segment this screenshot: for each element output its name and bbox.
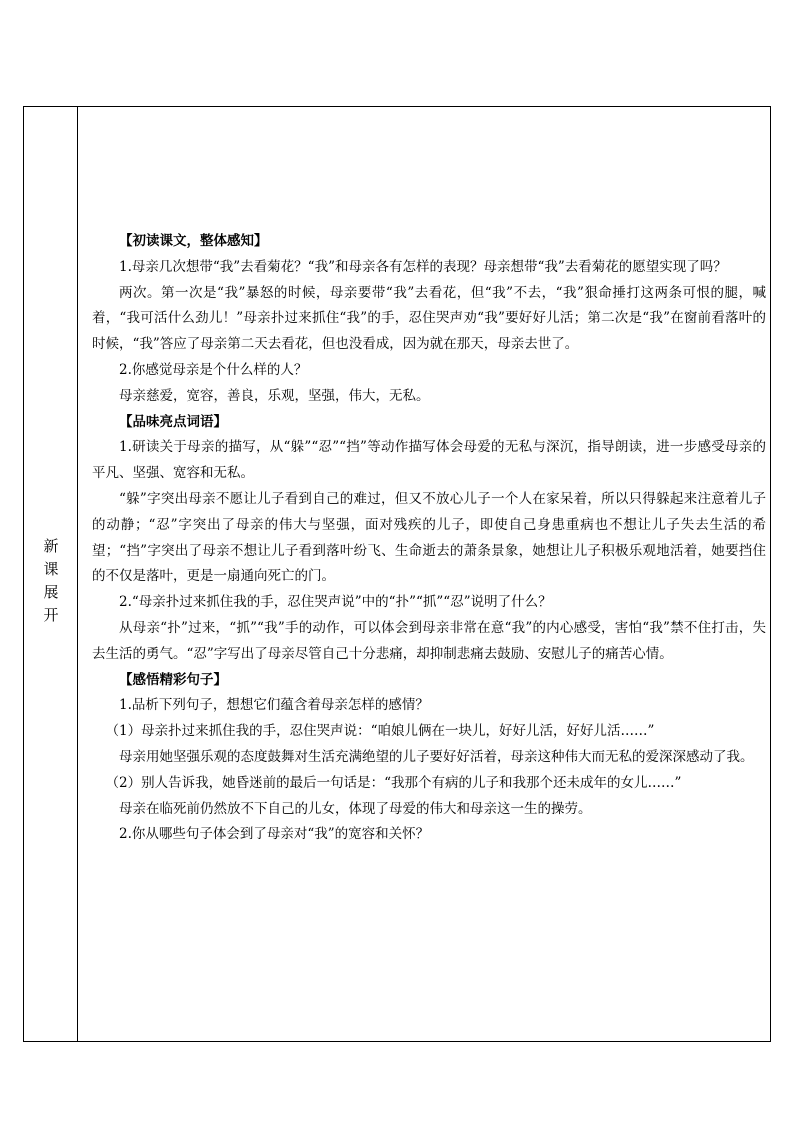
section-label-char: 新	[43, 537, 59, 555]
section-heading: 【感悟精彩句子】	[119, 671, 227, 688]
lesson-content	[92, 229, 766, 848]
paragraph: “躲”字突出母亲不愿让儿子看到自己的难过，但又不放心儿子一个人在家呆着，所以只得躲起来注意着儿子的动静；“忍”字突出了母亲的伟大与坚强，面对残疾的儿子，即使自己身患重病也不想让儿子失去生活的希望；“挡”字突出了母亲不想让儿子看到落叶纷飞、生命逝去的萧条景象，她想让儿子积极乐观地活着，她要挡住的不仅是落叶，更是一扇通向死亡的门。	[92, 490, 766, 585]
section-label-char: 展	[43, 583, 59, 601]
paragraph: 1.品析下列句子，想想它们蕴含着母亲怎样的感情？	[119, 697, 429, 714]
section-heading: 【初读课文，整体感知】	[119, 233, 268, 249]
paragraph: 母亲用她坚强乐观的态度鼓舞对生活充满绝望的儿子要好好活着，母亲这种伟大而无私的爱深深感动了我。	[119, 748, 754, 765]
paragraph: 2.“母亲扑过来抓住我的手，忍住哭声说”中的“扑”“抓”“忍”说明了什么？	[119, 594, 552, 611]
section-label	[24, 535, 78, 627]
section-heading: 【品味亮点词语】	[119, 413, 227, 430]
paragraph: 1.研读关于母亲的描写，从“躲”“忍”“挡”等动作描写体会母爱的无私与深沉，指导朗读，进一步感受母亲的平凡、坚强、宽容和无私。	[92, 439, 766, 482]
section-label-cell	[24, 107, 78, 1041]
paragraph: 两次。第一次是“我”暴怒的时候，母亲要带“我”去看花，但“我”不去，“我”狠命捶打这两条可恨的腿，喊着，“我可活什么劲儿！”母亲扑过来抓住“我”的手，忍住哭声劝“我”要好好儿活；第二次是“我”在窗前看落叶的时候，“我”答应了母亲第二天去看花，但也没看成，因为就在那天，母亲去世了。	[92, 284, 766, 353]
paragraph: 2.你从哪些句子体会到了母亲对“我”的宽容和关怀？	[119, 826, 430, 843]
paragraph: 1.母亲几次想带“我”去看菊花？“我”和母亲各有怎样的表现？母亲想带“我”去看菊花的愿望实现了吗？	[119, 258, 727, 275]
section-label-char: 课	[43, 560, 59, 578]
paragraph: 母亲慈爱，宽容，善良，乐观，坚强，伟大，无私。	[119, 387, 430, 404]
paragraph: （1）母亲扑过来抓住我的手，忍住哭声说：“咱娘儿俩在一块儿，好好儿活，好好儿活……”	[105, 723, 655, 740]
paragraph: 从母亲“扑”过来，“抓”“我”手的动作，可以体会到母亲非常在意“我”的内心感受，害怕“我”禁不住打击，失去生活的勇气。“忍”字写出了母亲尽管自己十分悲痛，却抑制悲痛去鼓励、安慰儿子的痛苦心情。	[92, 619, 766, 662]
paragraph: 母亲在临死前仍然放不下自己的儿女，体现了母爱的伟大和母亲这一生的操劳。	[119, 800, 592, 817]
paragraph: 2.你感觉母亲是个什么样的人？	[119, 361, 308, 378]
section-label-char: 开	[43, 606, 59, 624]
paragraph: （2）别人告诉我，她昏迷前的最后一句话是：“我那个有病的儿子和我那个还未成年的女儿……”	[105, 774, 682, 791]
